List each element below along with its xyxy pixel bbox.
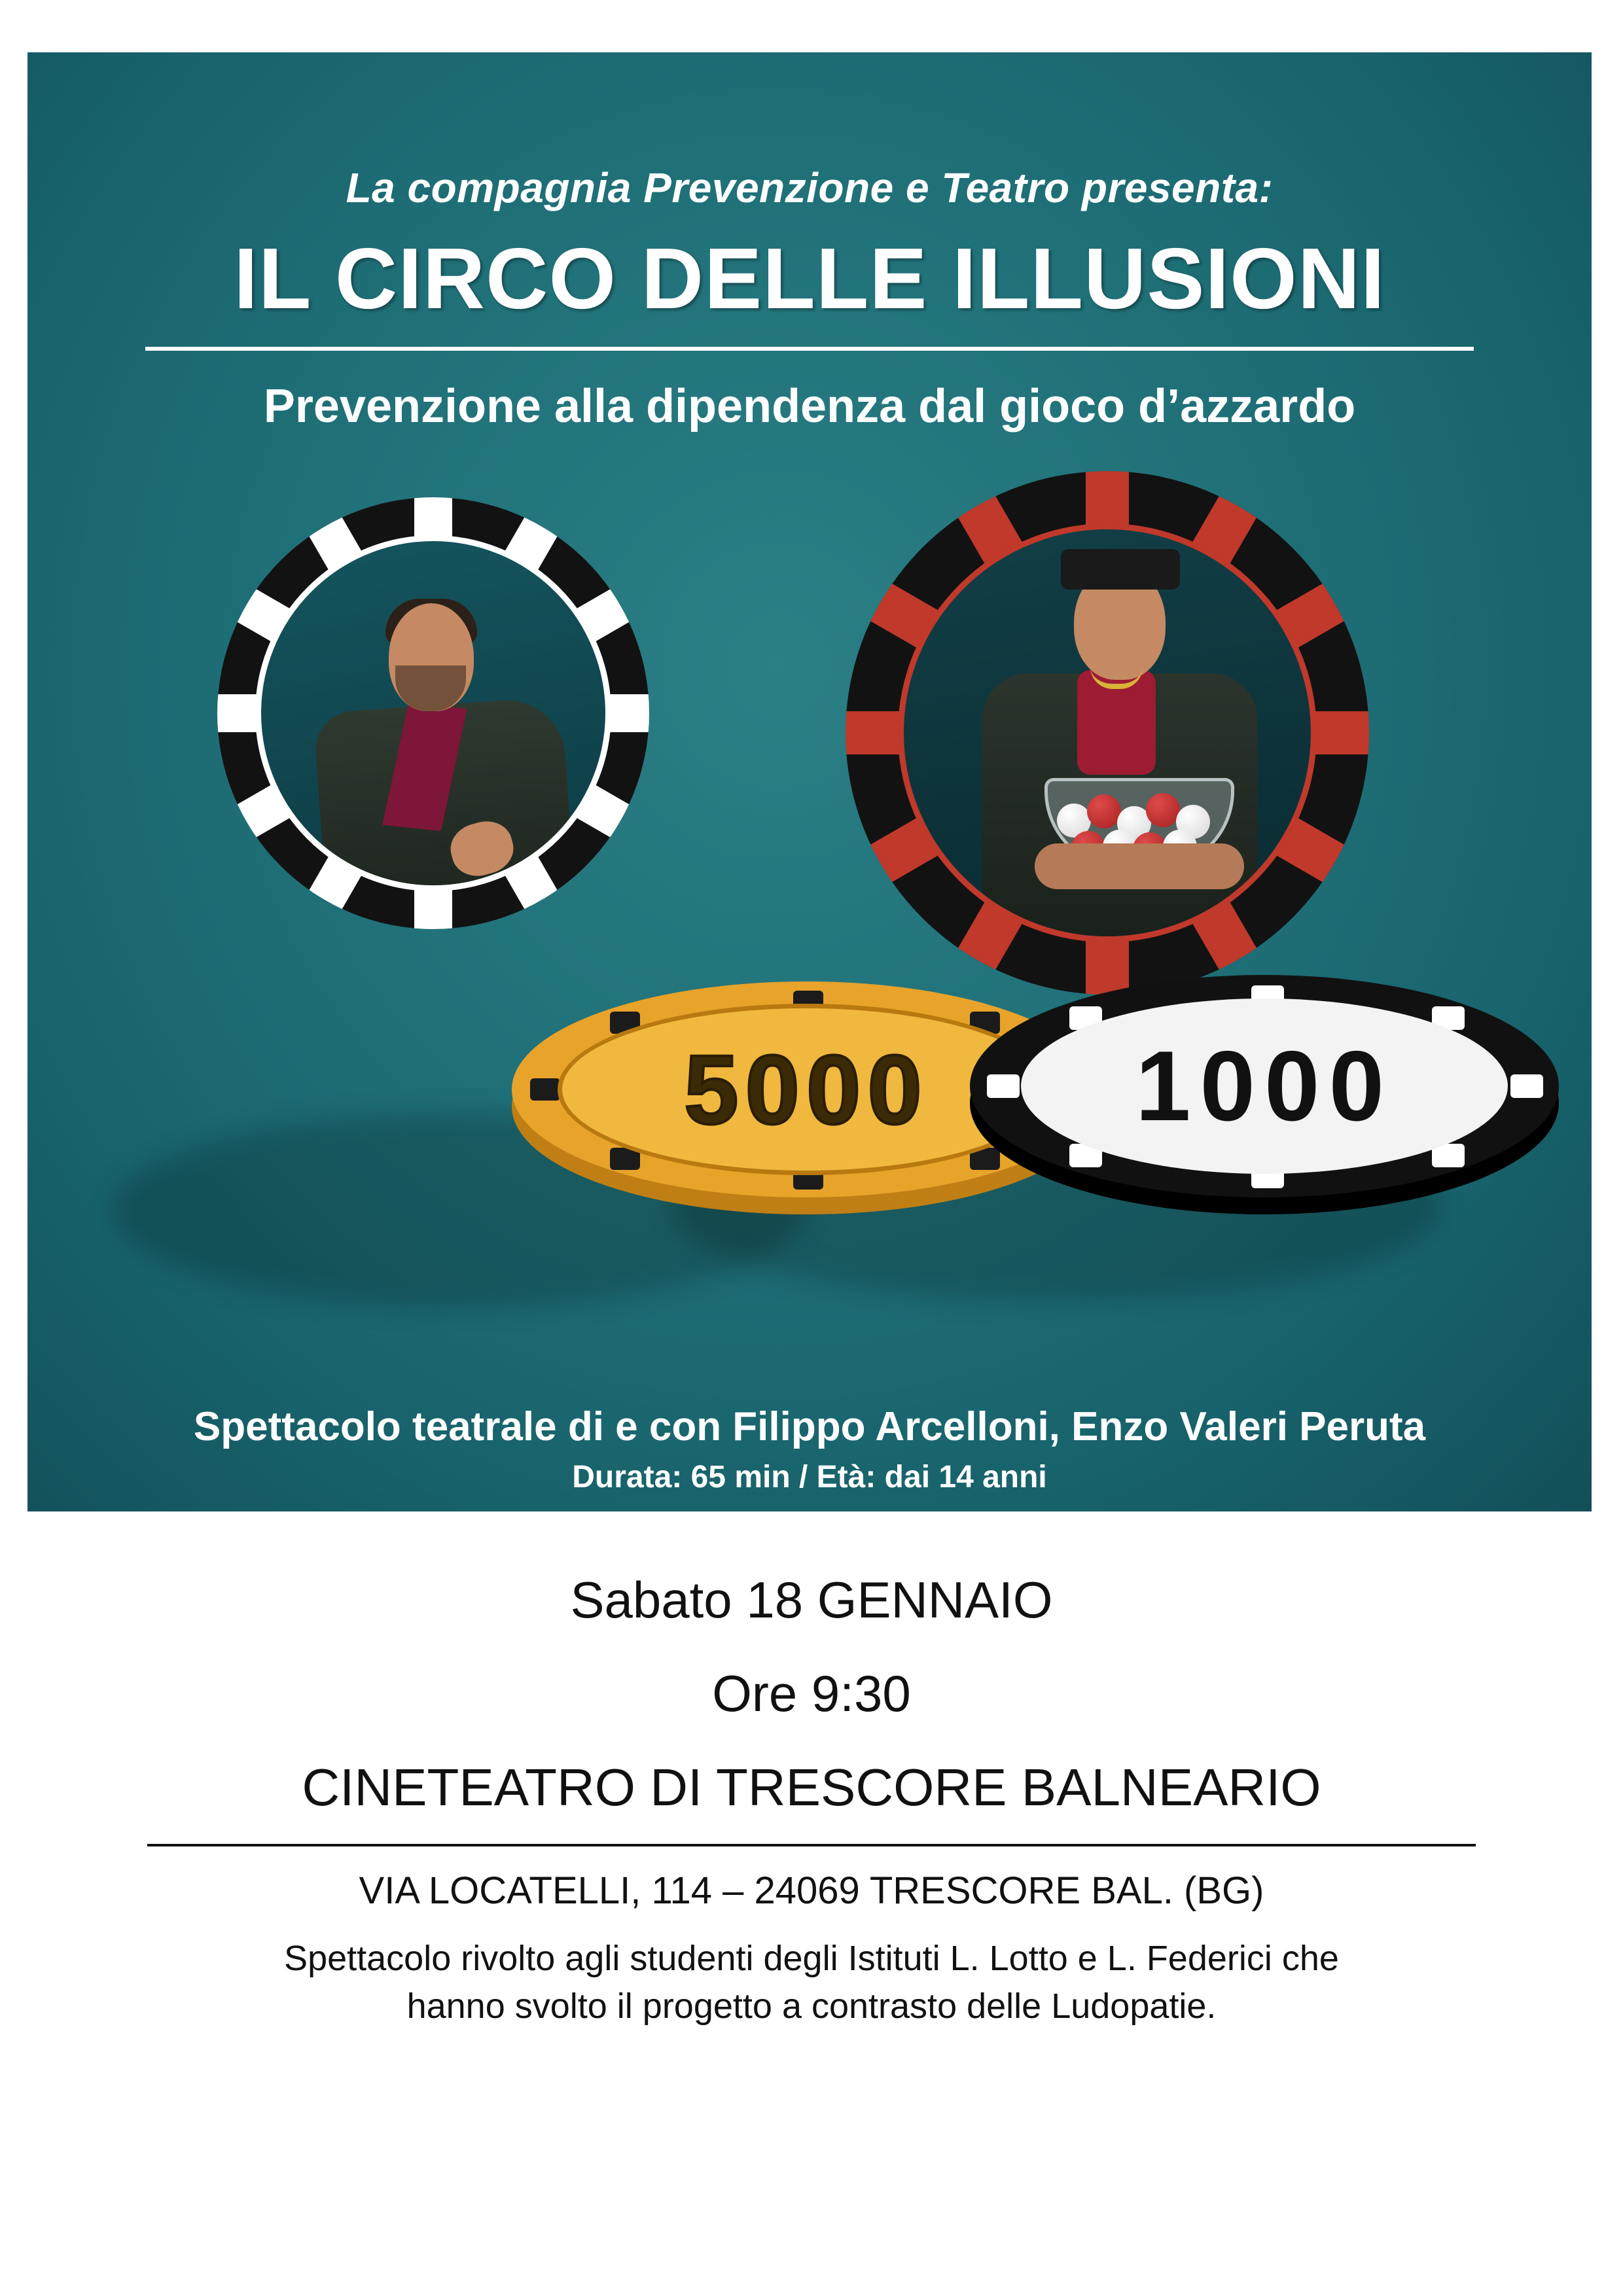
chip-1000 xyxy=(970,975,1559,1197)
chip-5000-value: 5000 xyxy=(684,1034,929,1144)
poster-presenter-line: La compagnia Prevenzione e Teatro presenta: xyxy=(346,164,1274,211)
poster-illustration xyxy=(27,458,1592,1361)
photo-chip-right xyxy=(846,471,1369,995)
title-divider xyxy=(145,347,1474,351)
event-address: VIA LOCATELLI, 114 – 24069 TRESCORE BAL. (BG) xyxy=(359,1869,1264,1912)
poster-title: IL CIRCO DELLE ILLUSIONI xyxy=(234,230,1385,327)
event-note-line-1: Spettacolo rivolto agli studenti degli Istituti L. Lotto e L. Federici che xyxy=(284,1939,1339,1978)
photo-chip-left xyxy=(217,497,649,929)
poster-panel xyxy=(27,52,1592,1511)
chip-1000-face xyxy=(1021,998,1508,1174)
performer-photo-left xyxy=(255,535,611,891)
performer-photo-right xyxy=(898,523,1317,942)
event-time: Ore 9:30 xyxy=(712,1665,911,1722)
info-divider xyxy=(147,1844,1476,1846)
poster-credits: Spettacolo teatrale di e con Filippo Arcelloni, Enzo Valeri Peruta xyxy=(193,1404,1426,1449)
event-note-line-2: hanno svolto il progetto a contrasto delle Ludopatie. xyxy=(406,1986,1217,2026)
event-venue: CINETEATRO DI TRESCORE BALNEARIO xyxy=(302,1758,1321,1816)
poster-subtitle: Prevenzione alla dipendenza dal gioco d’azzardo xyxy=(263,380,1356,433)
poster-duration: Durata: 65 min / Età: dai 14 anni xyxy=(572,1460,1047,1494)
event-date: Sabato 18 GENNAIO xyxy=(570,1571,1053,1629)
event-info xyxy=(0,1570,1623,2030)
chip-1000-value: 1000 xyxy=(1135,1030,1394,1142)
